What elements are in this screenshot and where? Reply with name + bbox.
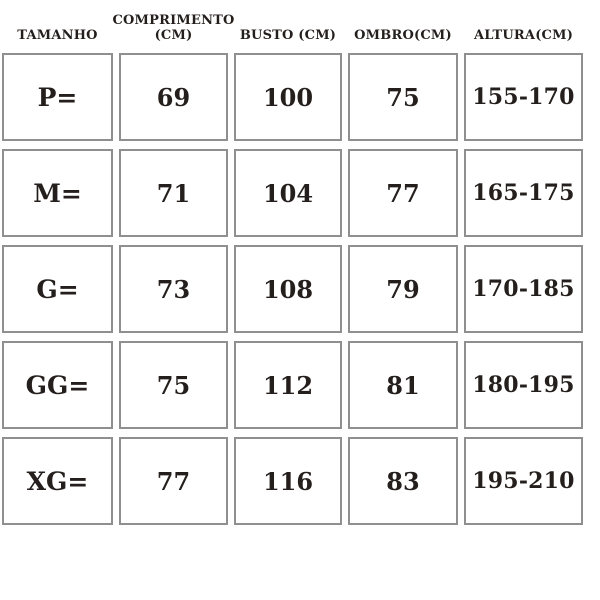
cell-gg-tamanho: GG= — [2, 341, 113, 429]
cell-m-busto: 104 — [234, 149, 342, 237]
cell-p-ombro: 75 — [348, 53, 458, 141]
cell-gg-ombro: 81 — [348, 341, 458, 429]
column-header-busto: BUSTO (CM) — [239, 28, 337, 44]
cell-p-tamanho: P= — [2, 53, 113, 141]
cell-g-tamanho: G= — [2, 245, 113, 333]
column-header-comprimento: COMPRIMENTO (CM) — [112, 13, 235, 44]
cell-gg-busto: 112 — [234, 341, 342, 429]
cell-xg-comprimento: 77 — [119, 437, 228, 525]
cell-g-ombro: 79 — [348, 245, 458, 333]
column-header-altura: ALTURA(CM) — [473, 28, 574, 44]
cell-xg-busto: 116 — [234, 437, 342, 525]
column-header-ombro: OMBRO(CM) — [354, 28, 452, 44]
cell-g-altura: 170-185 — [464, 245, 583, 333]
cell-gg-comprimento: 75 — [119, 341, 228, 429]
cell-g-comprimento: 73 — [119, 245, 228, 333]
cell-m-comprimento: 71 — [119, 149, 228, 237]
size-chart-grid — [2, 10, 583, 525]
cell-p-busto: 100 — [234, 53, 342, 141]
cell-m-tamanho: M= — [2, 149, 113, 237]
cell-p-comprimento: 69 — [119, 53, 228, 141]
cell-gg-altura: 180-195 — [464, 341, 583, 429]
cell-g-busto: 108 — [234, 245, 342, 333]
cell-m-ombro: 77 — [348, 149, 458, 237]
cell-m-altura: 165-175 — [464, 149, 583, 237]
cell-p-altura: 155-170 — [464, 53, 583, 141]
column-header-tamanho: TAMANHO — [17, 28, 98, 44]
cell-xg-tamanho: XG= — [2, 437, 113, 525]
cell-xg-altura: 195-210 — [464, 437, 583, 525]
cell-xg-ombro: 83 — [348, 437, 458, 525]
